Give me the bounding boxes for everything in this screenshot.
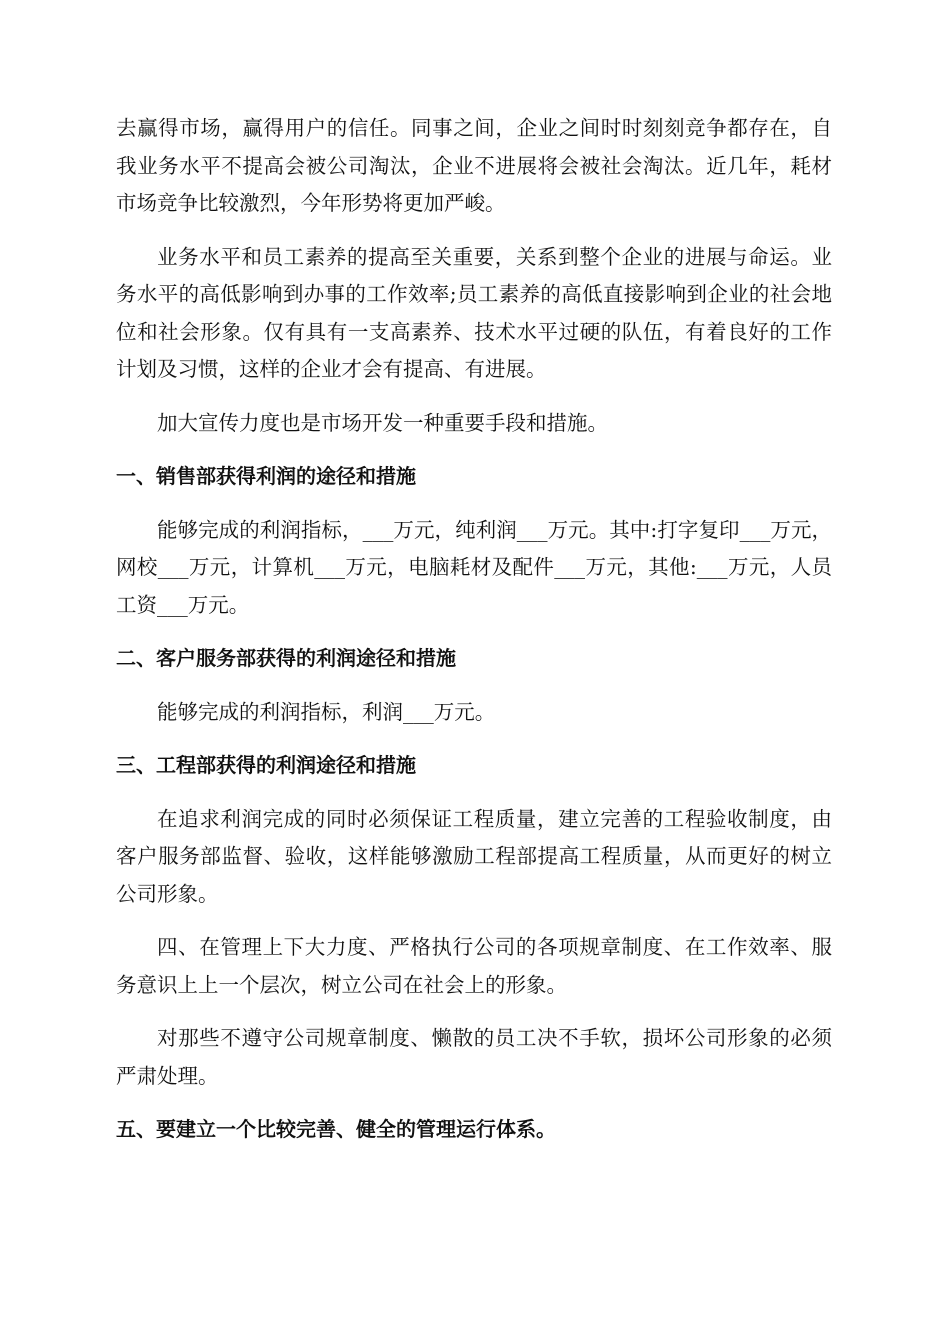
heading-engineering: 三、工程部获得的利润途径和措施	[116, 753, 416, 777]
paragraph-engineering-quality: 在追求利润完成的同时必须保证工程质量，建立完善的工程验收制度，由客户服务部监督、验收，这样能够激励工程部提高工程质量，从而更好的树立公司形象。	[116, 806, 832, 906]
paragraph-sales-targets: 能够完成的利润指标，___万元，纯利润___万元。其中:打字复印___万元，网校___万元，计算机___万元，电脑耗材及配件___万元，其他:___万元，人员工资___万元。	[116, 517, 832, 617]
paragraph-discipline: 对那些不遵守公司规章制度、懒散的员工决不手软，损坏公司形象的必须严肃处理。	[116, 1026, 832, 1088]
paragraph-publicity: 加大宣传力度也是市场开发一种重要手段和措施。	[157, 410, 608, 435]
document-body	[116, 110, 832, 1165]
paragraph-market-competition: 去赢得市场，赢得用户的信任。同事之间，企业之间时时刻刻竞争都存在，自我业务水平不提高会被公司淘汰，企业不进展将会被社会淘汰。近几年，耗材市场竞争比较激烈，今年形势将更加严峻。	[116, 116, 832, 215]
heading-customer-service: 二、客户服务部获得的利润途径和措施	[116, 646, 456, 670]
heading-management-system: 五、要建立一个比较完善、健全的管理运行体系。	[116, 1117, 556, 1141]
paragraph-management: 四、在管理上下大力度、严格执行公司的各项规章制度、在工作效率、服务意识上上一个层次，树立公司在社会上的形象。	[116, 935, 832, 997]
heading-sales-department: 一、销售部获得利润的途径和措施	[116, 464, 416, 488]
paragraph-staff-quality: 业务水平和员工素养的提高至关重要，关系到整个企业的进展与命运。业务水平的高低影响到办事的工作效率;员工素养的高低直接影响到企业的社会地位和社会形象。仅有具有一支高素养、技术水平过硬的队伍，有着良好的工作计划及习惯，这样的企业才会有提高、有进展。	[116, 244, 832, 381]
paragraph-customer-service-target: 能够完成的利润指标，利润___万元。	[157, 699, 496, 724]
